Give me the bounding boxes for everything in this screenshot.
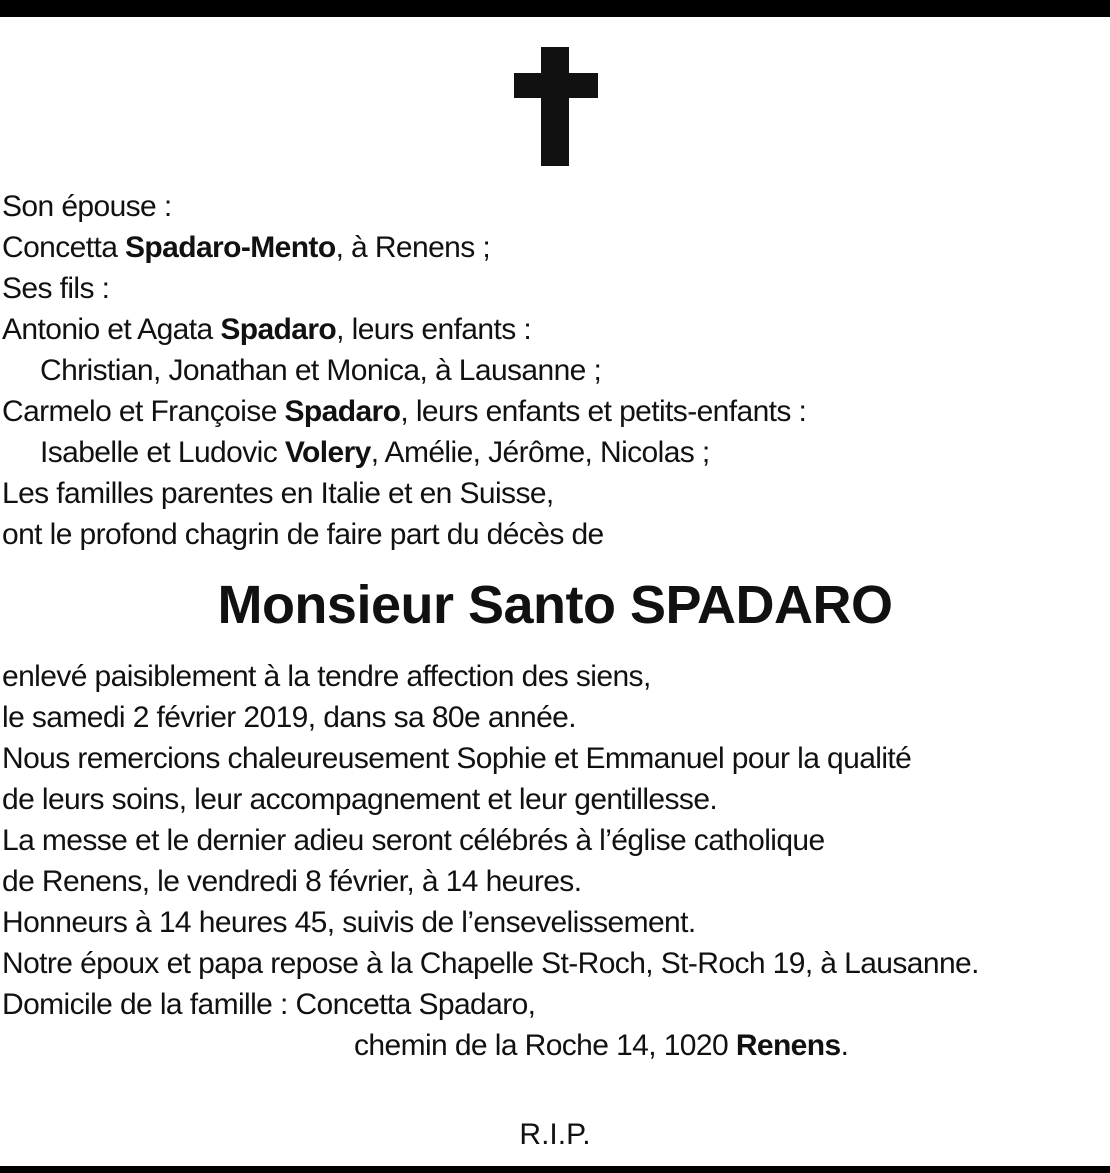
wife-first-name: Concetta	[2, 231, 126, 264]
son2-first-names: Carmelo et Françoise	[2, 395, 285, 428]
sons-heading	[2, 268, 1108, 309]
wife-surname: Spadaro-Mento	[125, 231, 336, 264]
body-line-1: enlevé paisiblement à la tendre affection des siens,	[2, 660, 651, 693]
body-line-5: La messe et le dernier adieu seront célébrés à l’église catholique	[2, 824, 825, 857]
body-line-3: Nous remercions chaleureusement Sophie et Emmanuel pour la qualité	[2, 742, 912, 775]
address-end: .	[840, 1029, 849, 1062]
wife-heading-text: Son épouse :	[2, 190, 172, 223]
cross-icon	[514, 47, 598, 166]
body-line-8: Notre époux et papa repose à la Chapelle St-Roch, St-Roch 19, à Lausanne.	[2, 947, 979, 980]
body-line-2: le samedi 2 février 2019, dans sa 80e année.	[2, 701, 576, 734]
deceased-name: Monsieur Santo SPADARO	[217, 575, 893, 635]
address-city: Renens	[735, 1029, 841, 1062]
family-list	[2, 186, 1108, 555]
son1-suffix: , leurs enfants :	[336, 313, 532, 346]
wife-line	[2, 227, 1108, 268]
sons-heading-text: Ses fils :	[2, 272, 110, 305]
son1-children-line	[2, 350, 1108, 391]
address-line	[2, 1025, 1108, 1066]
son2-children-rest: , Amélie, Jérôme, Nicolas ;	[370, 436, 710, 469]
son2-children-line	[2, 432, 1108, 473]
son2-line	[2, 391, 1108, 432]
body-line-7: Honneurs à 14 heures 45, suivis de l’ensevelissement.	[2, 906, 696, 939]
wife-heading	[2, 186, 1108, 227]
rip-closing: R.I.P.	[519, 1118, 591, 1151]
son1-first-names: Antonio et Agata	[2, 313, 221, 346]
announcement-line	[2, 514, 1108, 555]
body-line-9: Domicile de la famille : Concetta Spadaro,	[2, 988, 536, 1021]
cross-icon-horizontal-bar	[514, 73, 598, 98]
son2-children-first: Isabelle et Ludovic	[40, 436, 285, 469]
announcement-text: ont le profond chagrin de faire part du décès de	[2, 518, 604, 551]
body-line-4: de leurs soins, leur accompagnement et leur gentillesse.	[2, 783, 718, 816]
bottom-border-rule	[0, 1166, 1110, 1173]
relatives-line	[2, 473, 1108, 514]
wife-place: , à Renens ;	[335, 231, 491, 264]
son2-suffix: , leurs enfants et petits-enfants :	[400, 395, 807, 428]
top-border-rule	[0, 0, 1110, 17]
body-line-6: de Renens, le vendredi 8 février, à 14 heures.	[2, 865, 582, 898]
relatives-text: Les familles parentes en Italie et en Suisse,	[2, 477, 554, 510]
son2-children-surname: Volery	[284, 436, 371, 469]
address-street: chemin de la Roche 14, 1020	[354, 1029, 736, 1062]
son1-surname: Spadaro	[220, 313, 337, 346]
son1-children: Christian, Jonathan et Monica, à Lausanne ;	[40, 354, 602, 387]
cross-icon-vertical-bar	[541, 47, 569, 166]
son2-surname: Spadaro	[284, 395, 401, 428]
notice-body	[2, 656, 1108, 1066]
son1-line	[2, 309, 1108, 350]
